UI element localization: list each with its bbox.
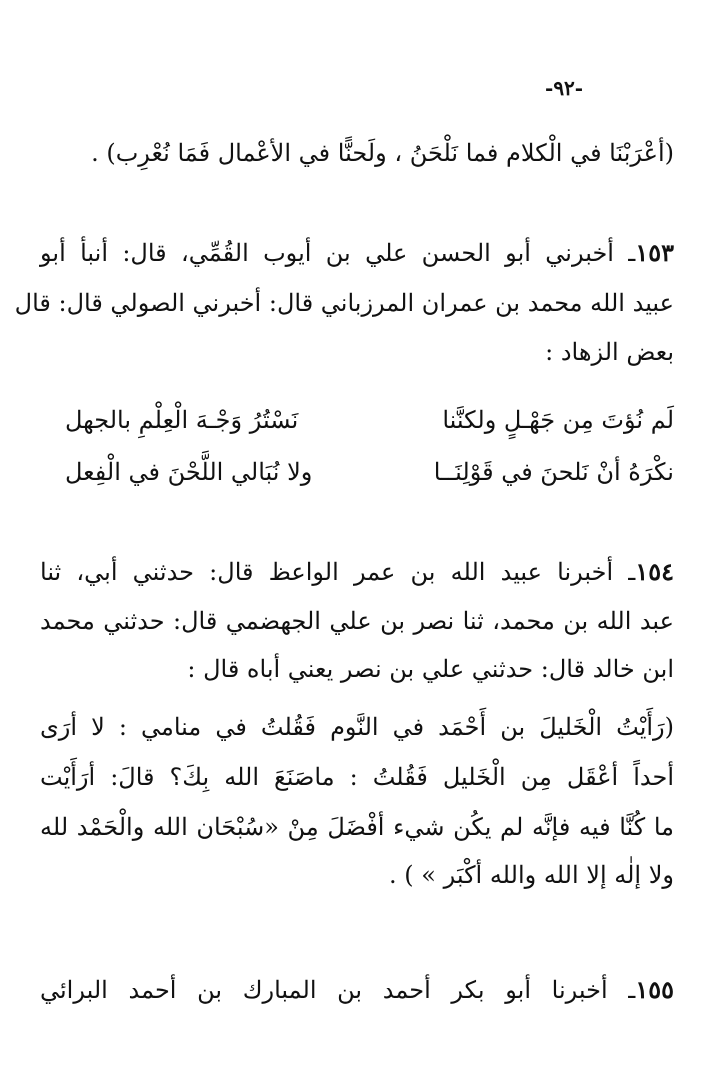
entry-153-line-3: بعض الزهاد : bbox=[545, 338, 674, 366]
entry-number: ١٥٤ bbox=[635, 557, 674, 586]
verse-2-first-hemistich: نكْرَهُ أنْ نَلحنَ في قَوْلِنَــا bbox=[433, 458, 674, 486]
quote-line-2: أحداً أعْقَل مِن الْخَليل فَقُلتُ : ماصَنَعَ الله بِكَ؟ قالَ: أرَأَيْت bbox=[40, 763, 674, 791]
text-span: ـ أخبرنا عبيد الله بن عمر الواعظ قال: حدثني أبي، ثنا bbox=[40, 558, 636, 586]
quote-line-3: ما كُنَّا فيه فإنَّه لم يكُن شيء أفْضَلَ مِنْ «سُبْحَان الله والْحَمْد لله bbox=[40, 813, 674, 841]
entry-154-line-3: ابن خالد قال: حدثني علي بن نصر يعني أباه قال : bbox=[187, 655, 674, 683]
entry-number: ١٥٣ bbox=[635, 238, 674, 267]
entry-153-line-2: عبيد الله محمد بن عمران المرزباني قال: أخبرني الصولي قال: قال bbox=[14, 289, 674, 317]
verse-2-second-hemistich: ولا نُبَالي اللَّحْنَ في الْفِعل bbox=[65, 458, 313, 486]
text-line: (أعْرَبْنَا في الْكلام فما نَلْحَنُ ، ولَحنًّا في الأعْمال فَمَا نُعْرِب) . bbox=[91, 139, 674, 167]
text-span: ـ أخبرني أبو الحسن علي بن أيوب القُمِّي، قال: أنبأ أبو bbox=[40, 239, 636, 267]
quote-line-1: (رَأَيْتُ الْخَليلَ بن أَحْمَد في النَّوم فَقُلتُ في منامي : لا أرَى bbox=[40, 713, 674, 741]
entry-154-line-2: عبد الله بن محمد، ثنا نصر بن علي الجهضمي قال: حدثني محمد bbox=[40, 607, 674, 635]
text-span: ـ أخبرنا أبو بكر أحمد بن المبارك بن أحمد البرائي bbox=[40, 976, 636, 1004]
page-number: -٩٢- bbox=[545, 76, 584, 100]
verse-1-second-hemistich: نَسْتُرُ وَجْـهَ الْعِلْمِ بالجهل bbox=[65, 406, 299, 434]
entry-number: ١٥٥ bbox=[635, 975, 674, 1004]
quote-line-4: ولا إلٰه إلا الله والله أكْبَر » ) . bbox=[389, 861, 674, 889]
verse-1-first-hemistich: لَم نُؤتَ مِن جَهْـلٍ ولكنَّنا bbox=[442, 406, 674, 434]
entry-155-line-1 bbox=[40, 975, 674, 1005]
entry-154-line-1 bbox=[40, 557, 674, 587]
entry-153-line-1 bbox=[40, 238, 674, 268]
